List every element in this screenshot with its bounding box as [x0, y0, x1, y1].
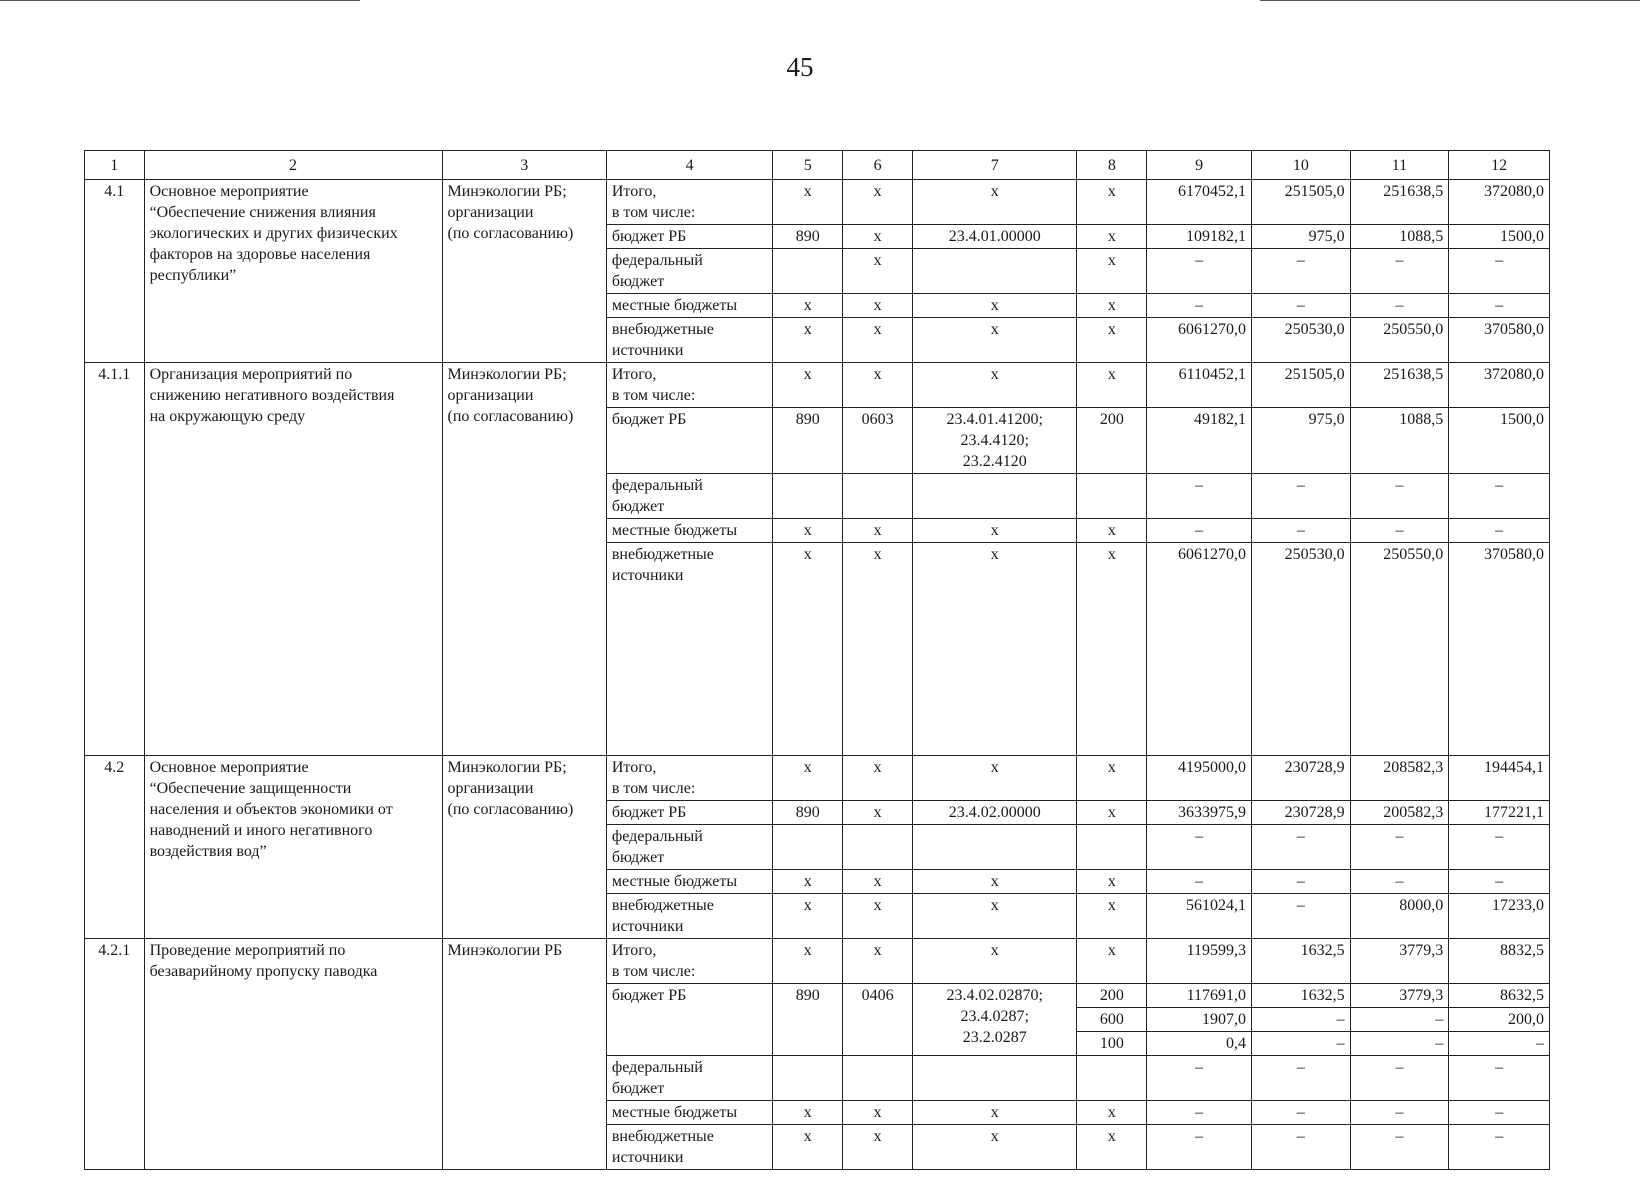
amount-cell: 230728,9 [1252, 756, 1351, 801]
amount-cell: 17233,0 [1449, 894, 1550, 939]
amount-cell: 1632,5 [1252, 984, 1351, 1008]
amount-cell: – [1147, 249, 1252, 294]
csr-cell: х [913, 1101, 1077, 1125]
amount-cell: 251505,0 [1252, 363, 1351, 408]
amount-cell: 1632,5 [1252, 939, 1351, 984]
csr-cell: 23.4.02.02870; 23.4.0287; 23.2.0287 [913, 984, 1077, 1056]
amount-cell: – [1252, 474, 1351, 519]
source-label: внебюджетные источники [606, 543, 772, 756]
vr-cell: х [1077, 756, 1147, 801]
csr-cell: х [913, 318, 1077, 363]
column-number: 2 [144, 151, 442, 180]
amount-cell: – [1449, 1032, 1550, 1056]
rz-cell: х [843, 939, 913, 984]
amount-cell: – [1449, 249, 1550, 294]
rz-cell [843, 474, 913, 519]
amount-cell: – [1252, 1056, 1351, 1101]
csr-cell: 23.4.01.41200; 23.4.4120; 23.2.4120 [913, 408, 1077, 474]
section-total-row [85, 180, 1550, 225]
column-number: 1 [85, 151, 145, 180]
executor: Минэкологии РБ [442, 939, 606, 1170]
vr-cell: 100 [1077, 1032, 1147, 1056]
source-label: местные бюджеты [606, 870, 772, 894]
amount-cell: 1088,5 [1350, 408, 1449, 474]
rz-cell: 0603 [843, 408, 913, 474]
csr-cell: х [913, 1125, 1077, 1170]
page-number: 45 [786, 52, 814, 82]
amount-cell: – [1252, 1032, 1351, 1056]
amount-cell: 251505,0 [1252, 180, 1351, 225]
rz-cell: х [843, 1125, 913, 1170]
vr-cell: х [1077, 870, 1147, 894]
amount-cell: – [1350, 870, 1449, 894]
source-label: бюджет РБ [606, 984, 772, 1056]
grbs-cell [773, 1056, 843, 1101]
grbs-cell [773, 249, 843, 294]
amount-cell: 6061270,0 [1147, 543, 1252, 756]
amount-cell: 1500,0 [1449, 408, 1550, 474]
section-total-row [85, 363, 1550, 408]
amount-cell: 370580,0 [1449, 318, 1550, 363]
grbs-cell: х [773, 318, 843, 363]
rz-cell: х [843, 870, 913, 894]
vr-cell: х [1077, 318, 1147, 363]
amount-cell: – [1147, 519, 1252, 543]
column-number: 5 [773, 151, 843, 180]
grbs-cell: х [773, 756, 843, 801]
csr-cell: х [913, 939, 1077, 984]
amount-cell: – [1252, 1101, 1351, 1125]
column-number: 10 [1252, 151, 1351, 180]
vr-cell: х [1077, 894, 1147, 939]
column-number: 3 [442, 151, 606, 180]
vr-cell: х [1077, 543, 1147, 756]
csr-cell: х [913, 519, 1077, 543]
grbs-cell: 890 [773, 984, 843, 1056]
amount-cell: 251638,5 [1350, 363, 1449, 408]
rz-cell: х [843, 294, 913, 318]
amount-cell: – [1350, 474, 1449, 519]
amount-cell: 8632,5 [1449, 984, 1550, 1008]
rz-cell: х [843, 1101, 913, 1125]
rz-cell: х [843, 180, 913, 225]
grbs-cell: х [773, 363, 843, 408]
source-label: бюджет РБ [606, 801, 772, 825]
rz-cell: х [843, 249, 913, 294]
amount-cell: – [1449, 519, 1550, 543]
column-number: 11 [1350, 151, 1449, 180]
amount-cell: 230728,9 [1252, 801, 1351, 825]
amount-cell: 372080,0 [1449, 363, 1550, 408]
section-total-row [85, 939, 1550, 984]
rz-cell: х [843, 363, 913, 408]
vr-cell: х [1077, 294, 1147, 318]
column-number: 9 [1147, 151, 1252, 180]
measure-title: Основное мероприятие “Обеспечение снижения влияния экологических и других физических факторов на здоровье населения республики” [144, 180, 442, 363]
source-label: внебюджетные источники [606, 894, 772, 939]
amount-cell: 208582,3 [1350, 756, 1449, 801]
source-label: Итого, в том числе: [606, 756, 772, 801]
grbs-cell: 890 [773, 225, 843, 249]
csr-cell: х [913, 294, 1077, 318]
measure-number: 4.2.1 [85, 939, 145, 1170]
amount-cell: 4195000,0 [1147, 756, 1252, 801]
source-label: федеральный бюджет [606, 825, 772, 870]
amount-cell: – [1252, 294, 1351, 318]
rz-cell: х [843, 894, 913, 939]
amount-cell: – [1449, 1125, 1550, 1170]
vr-cell: х [1077, 801, 1147, 825]
vr-cell: х [1077, 249, 1147, 294]
vr-cell: 600 [1077, 1008, 1147, 1032]
program-budget-table [84, 150, 1550, 1170]
amount-cell: – [1350, 519, 1449, 543]
csr-cell [913, 474, 1077, 519]
source-label: внебюджетные источники [606, 318, 772, 363]
amount-cell: – [1252, 825, 1351, 870]
measure-title: Основное мероприятие “Обеспечение защищенности населения и объектов экономики от наводнений и иного негативного воздействия вод” [144, 756, 442, 939]
amount-cell: – [1147, 1125, 1252, 1170]
csr-cell: х [913, 756, 1077, 801]
vr-cell: х [1077, 1101, 1147, 1125]
csr-cell: х [913, 543, 1077, 756]
column-number: 4 [606, 151, 772, 180]
amount-cell: 1500,0 [1449, 225, 1550, 249]
amount-cell: 1907,0 [1147, 1008, 1252, 1032]
scan-edge [1260, 0, 1640, 1]
amount-cell: 6110452,1 [1147, 363, 1252, 408]
amount-cell: 8000,0 [1350, 894, 1449, 939]
vr-cell: х [1077, 519, 1147, 543]
source-label: бюджет РБ [606, 408, 772, 474]
amount-cell: 251638,5 [1350, 180, 1449, 225]
amount-cell: 119599,3 [1147, 939, 1252, 984]
measure-number: 4.1 [85, 180, 145, 363]
amount-cell: – [1350, 294, 1449, 318]
csr-cell [913, 825, 1077, 870]
vr-cell: х [1077, 180, 1147, 225]
amount-cell: – [1449, 294, 1550, 318]
amount-cell: 250530,0 [1252, 318, 1351, 363]
vr-cell [1077, 825, 1147, 870]
grbs-cell: х [773, 543, 843, 756]
amount-cell: 177221,1 [1449, 801, 1550, 825]
amount-cell: 1088,5 [1350, 225, 1449, 249]
grbs-cell: х [773, 1125, 843, 1170]
csr-cell: 23.4.01.00000 [913, 225, 1077, 249]
amount-cell: 117691,0 [1147, 984, 1252, 1008]
column-number: 12 [1449, 151, 1550, 180]
grbs-cell: х [773, 894, 843, 939]
csr-cell: х [913, 363, 1077, 408]
amount-cell: – [1147, 294, 1252, 318]
source-label: федеральный бюджет [606, 249, 772, 294]
executor: Минэкологии РБ; организации (по согласованию) [442, 363, 606, 756]
amount-cell: – [1147, 870, 1252, 894]
source-label: местные бюджеты [606, 519, 772, 543]
amount-cell: 3779,3 [1350, 984, 1449, 1008]
amount-cell: 8832,5 [1449, 939, 1550, 984]
vr-cell: х [1077, 1125, 1147, 1170]
amount-cell: – [1350, 825, 1449, 870]
rz-cell: х [843, 225, 913, 249]
column-number: 7 [913, 151, 1077, 180]
grbs-cell: х [773, 519, 843, 543]
source-label: федеральный бюджет [606, 474, 772, 519]
rz-cell [843, 825, 913, 870]
vr-cell [1077, 1056, 1147, 1101]
rz-cell: х [843, 801, 913, 825]
amount-cell: – [1147, 825, 1252, 870]
executor: Минэкологии РБ; организации (по согласованию) [442, 180, 606, 363]
source-label: местные бюджеты [606, 294, 772, 318]
amount-cell: 250550,0 [1350, 318, 1449, 363]
amount-cell: – [1252, 519, 1351, 543]
amount-cell: 975,0 [1252, 225, 1351, 249]
rz-cell: х [843, 756, 913, 801]
vr-cell: 200 [1077, 408, 1147, 474]
source-label: внебюджетные источники [606, 1125, 772, 1170]
column-number: 8 [1077, 151, 1147, 180]
amount-cell: 250530,0 [1252, 543, 1351, 756]
amount-cell: – [1147, 474, 1252, 519]
amount-cell: 250550,0 [1350, 543, 1449, 756]
section-total-row [85, 756, 1550, 801]
source-label: Итого, в том числе: [606, 939, 772, 984]
grbs-cell: х [773, 870, 843, 894]
amount-cell: – [1252, 1008, 1351, 1032]
amount-cell: 0,4 [1147, 1032, 1252, 1056]
rz-cell: х [843, 543, 913, 756]
amount-cell: 561024,1 [1147, 894, 1252, 939]
amount-cell: 370580,0 [1449, 543, 1550, 756]
rz-cell: 0406 [843, 984, 913, 1056]
amount-cell: – [1252, 1125, 1351, 1170]
amount-cell: – [1449, 825, 1550, 870]
vr-cell: х [1077, 363, 1147, 408]
vr-cell [1077, 474, 1147, 519]
csr-cell: х [913, 870, 1077, 894]
grbs-cell: 890 [773, 408, 843, 474]
amount-cell: – [1350, 1101, 1449, 1125]
column-number-row [85, 151, 1550, 180]
csr-cell [913, 249, 1077, 294]
amount-cell: – [1252, 894, 1351, 939]
amount-cell: – [1147, 1101, 1252, 1125]
grbs-cell [773, 474, 843, 519]
rz-cell: х [843, 519, 913, 543]
amount-cell: – [1449, 870, 1550, 894]
source-label: Итого, в том числе: [606, 180, 772, 225]
amount-cell: 6170452,1 [1147, 180, 1252, 225]
amount-cell: – [1252, 249, 1351, 294]
amount-cell: – [1449, 1101, 1550, 1125]
source-label: Итого, в том числе: [606, 363, 772, 408]
grbs-cell: х [773, 294, 843, 318]
measure-title: Организация мероприятий по снижению негативного воздействия на окружающую среду [144, 363, 442, 756]
amount-cell: – [1350, 1032, 1449, 1056]
grbs-cell: 890 [773, 801, 843, 825]
amount-cell: 975,0 [1252, 408, 1351, 474]
amount-cell: – [1350, 1125, 1449, 1170]
column-number: 6 [843, 151, 913, 180]
amount-cell: – [1147, 1056, 1252, 1101]
rz-cell: х [843, 318, 913, 363]
csr-cell: х [913, 180, 1077, 225]
amount-cell: 6061270,0 [1147, 318, 1252, 363]
csr-cell [913, 1056, 1077, 1101]
grbs-cell [773, 825, 843, 870]
executor: Минэкологии РБ; организации (по согласованию) [442, 756, 606, 939]
csr-cell: 23.4.02.00000 [913, 801, 1077, 825]
rz-cell [843, 1056, 913, 1101]
amount-cell: 200,0 [1449, 1008, 1550, 1032]
vr-cell: х [1077, 225, 1147, 249]
scan-edge [0, 0, 360, 1]
amount-cell: 3633975,9 [1147, 801, 1252, 825]
amount-cell: – [1449, 1056, 1550, 1101]
measure-title: Проведение мероприятий по безаварийному пропуску паводка [144, 939, 442, 1170]
amount-cell: 109182,1 [1147, 225, 1252, 249]
amount-cell: – [1350, 1008, 1449, 1032]
amount-cell: 49182,1 [1147, 408, 1252, 474]
amount-cell: 3779,3 [1350, 939, 1449, 984]
amount-cell: – [1350, 249, 1449, 294]
amount-cell: – [1449, 474, 1550, 519]
source-label: федеральный бюджет [606, 1056, 772, 1101]
amount-cell: – [1350, 1056, 1449, 1101]
source-label: местные бюджеты [606, 1101, 772, 1125]
amount-cell: 194454,1 [1449, 756, 1550, 801]
amount-cell: 372080,0 [1449, 180, 1550, 225]
vr-cell: х [1077, 939, 1147, 984]
vr-cell: 200 [1077, 984, 1147, 1008]
amount-cell: – [1252, 870, 1351, 894]
measure-number: 4.1.1 [85, 363, 145, 756]
grbs-cell: х [773, 939, 843, 984]
csr-cell: х [913, 894, 1077, 939]
grbs-cell: х [773, 1101, 843, 1125]
grbs-cell: х [773, 180, 843, 225]
amount-cell: 200582,3 [1350, 801, 1449, 825]
measure-number: 4.2 [85, 756, 145, 939]
source-label: бюджет РБ [606, 225, 772, 249]
